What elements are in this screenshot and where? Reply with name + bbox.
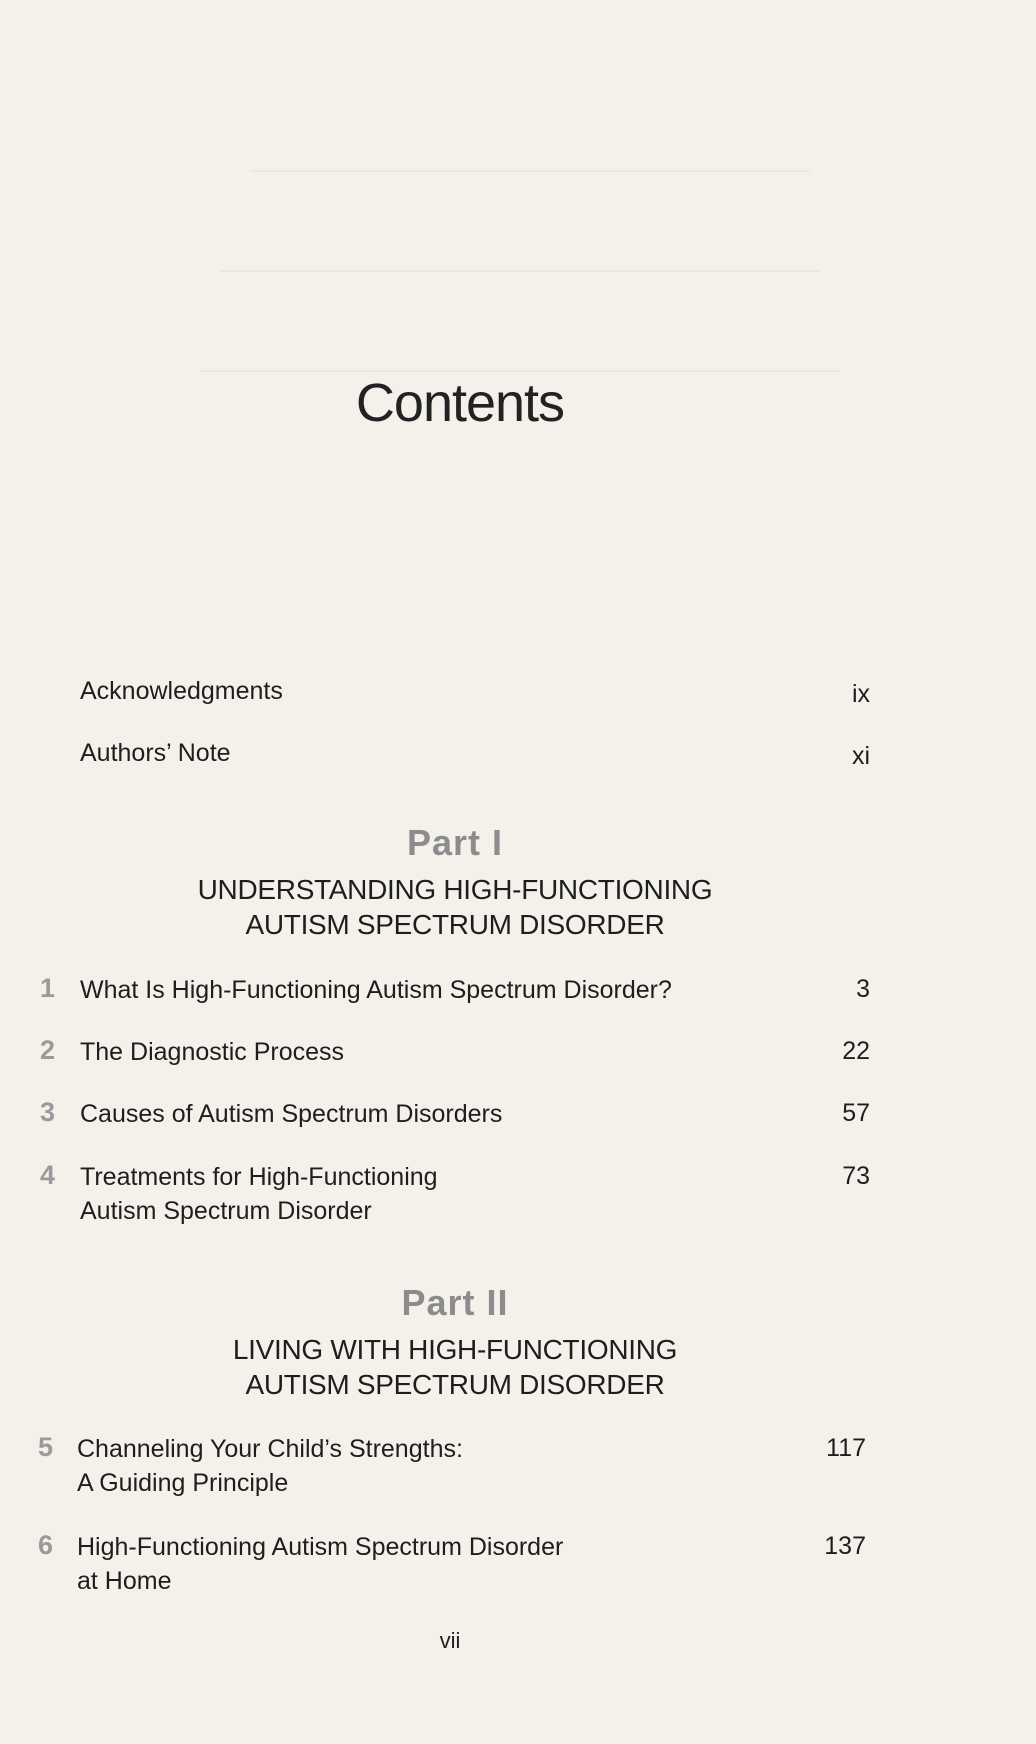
chapter-page: 73	[842, 1162, 870, 1190]
chapter-page: 137	[824, 1532, 866, 1560]
part-title: Part II	[401, 1282, 509, 1323]
show-through-decoration	[200, 340, 840, 372]
chapter-title: What Is High-Functioning Autism Spectrum Disorder?	[80, 976, 672, 1004]
chapter-title-continued: at Home	[77, 1567, 172, 1595]
toc-entry-page: ix	[851, 680, 870, 708]
chapter-page: 3	[856, 975, 870, 1003]
chapter-number: 1	[40, 973, 56, 1003]
part-subtitle-line1: LIVING WITH HIGH-FUNCTIONING	[232, 1334, 678, 1365]
part-subtitle-line2: AUTISM SPECTRUM DISORDER	[245, 909, 665, 940]
toc-entry-label: Acknowledgments	[80, 677, 283, 705]
chapter-number: 5	[38, 1432, 54, 1462]
show-through-decoration	[250, 140, 810, 172]
chapter-page: 117	[826, 1434, 866, 1462]
part-title: Part I	[406, 822, 504, 863]
toc-entry-page: xi	[851, 742, 870, 770]
chapter-title: Channeling Your Child’s Strengths:	[77, 1435, 463, 1463]
page-title: Contents	[355, 373, 565, 433]
chapter-number: 3	[40, 1097, 56, 1127]
chapter-title-continued: Autism Spectrum Disorder	[80, 1197, 372, 1225]
part-subtitle-line1: UNDERSTANDING HIGH-FUNCTIONING	[197, 874, 713, 905]
chapter-page: 57	[842, 1099, 870, 1127]
chapter-title-continued: A Guiding Principle	[77, 1469, 289, 1497]
chapter-title: High-Functioning Autism Spectrum Disorder	[77, 1533, 564, 1561]
show-through-decoration	[220, 240, 820, 272]
chapter-number: 2	[40, 1035, 56, 1065]
chapter-number: 4	[40, 1160, 56, 1190]
chapter-title: The Diagnostic Process	[80, 1038, 345, 1066]
chapter-page: 22	[842, 1037, 870, 1065]
page-folio: vii	[439, 1628, 461, 1653]
toc-entry-label: Authors’ Note	[80, 739, 231, 767]
chapter-title: Causes of Autism Spectrum Disorders	[80, 1100, 503, 1128]
chapter-number: 6	[38, 1530, 54, 1560]
part-subtitle-line2: AUTISM SPECTRUM DISORDER	[245, 1369, 665, 1400]
chapter-title: Treatments for High-Functioning	[80, 1163, 438, 1191]
